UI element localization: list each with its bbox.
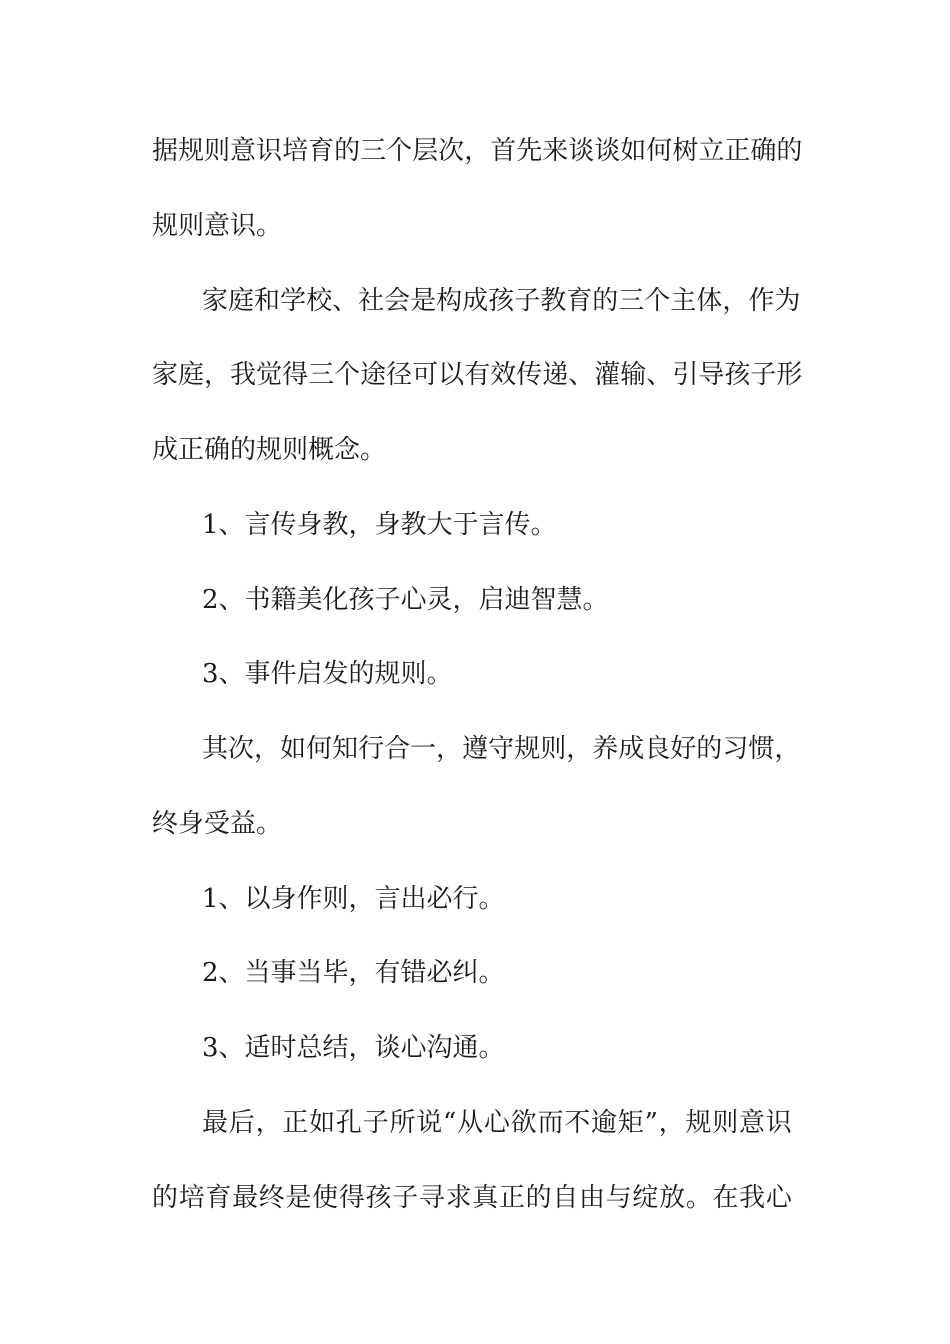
list-item: 2、书籍美化孩子心灵，启迪智慧。 xyxy=(202,585,609,615)
text-line: 的 培 育 最 终 是 使 得 孩 子 寻 求 真 正 的 自 由 与 绽 放 。 在 我 心 xyxy=(152,1183,792,1213)
list-item: 1、以身作则，言出必行。 xyxy=(202,884,505,914)
list-item: 3、事件启发的规则。 xyxy=(202,659,453,689)
text-line: 其 次 ， 如 何 知 行 合 一 ， 遵 守 规 则 ， 养 成 良 好 的 习 惯 ， xyxy=(202,734,801,764)
text-line: 规则意识。 xyxy=(152,211,283,241)
list-item: 1、言传身教，身教大于言传。 xyxy=(202,510,557,540)
list-item: 2、当事当毕，有错必纠。 xyxy=(202,958,505,988)
text-line: 家 庭 ， 我 觉 得 三 个 途 径 可 以 有 效 传 递 、 灌 输 、 引 导 孩 子 形 xyxy=(152,360,803,390)
list-item: 3、适时总结，谈心沟通。 xyxy=(202,1033,505,1063)
text-line: 据 规 则 意 识 培 育 的 三 个 层 次 ， 首 先 来 谈 谈 如 何 树 立 正 确 的 xyxy=(152,136,803,166)
text-line: 家 庭 和 学 校 、 社 会 是 构 成 孩 子 教 育 的 三 个 主 体 ， 作 为 xyxy=(202,286,801,316)
text-line: 终身受益。 xyxy=(152,809,283,839)
text-line: 最 后 ， 正 如 孔 子 所 说 “ 从 心 欲 而 不 逾 矩 ” ， 规 则 意 识 xyxy=(202,1108,792,1138)
text-line: 成正确的规则概念。 xyxy=(152,435,387,465)
